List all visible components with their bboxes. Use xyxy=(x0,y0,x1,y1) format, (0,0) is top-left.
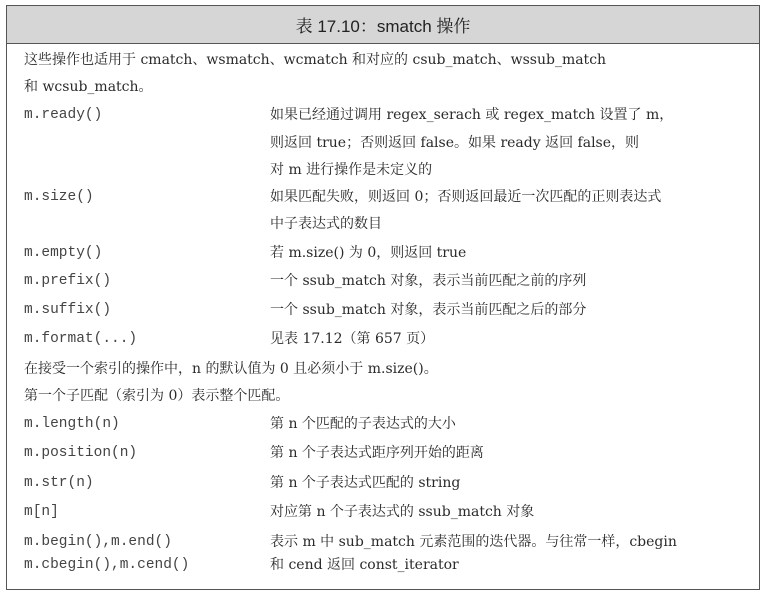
operation-description: 对 m 进行操作是未定义的 xyxy=(270,162,433,178)
operation-description: 表示 m 中 sub_match 元素范围的迭代器。与往常一样，cbegin xyxy=(270,534,677,550)
operation-name: m.length(n) xyxy=(24,416,120,432)
operation-description: 中子表达式的数目 xyxy=(270,216,382,232)
operation-description: 和 cend 返回 const_iterator xyxy=(270,557,459,573)
operation-name: m.position(n) xyxy=(24,445,138,461)
operation-description: 第 n 个子表达式距序列开始的距离 xyxy=(270,445,484,461)
operation-description: 一个 ssub_match 对象，表示当前匹配之后的部分 xyxy=(270,302,587,318)
operation-name: m.prefix() xyxy=(24,273,112,289)
operation-name: m.size() xyxy=(24,189,94,205)
operation-name: m.ready() xyxy=(24,107,103,123)
operation-description: 见表 17.12（第 657 页） xyxy=(270,331,435,347)
operation-name: m.begin(),m.end() xyxy=(24,534,172,550)
operation-description: 第 n 个子表达式匹配的 string xyxy=(270,475,461,491)
operation-name: m.suffix() xyxy=(24,302,112,318)
operation-description: 第 n 个匹配的子表达式的大小 xyxy=(270,416,456,432)
operation-description: 一个 ssub_match 对象，表示当前匹配之前的序列 xyxy=(270,273,587,289)
operation-name: m.empty() xyxy=(24,245,103,261)
table-title: 表 17.10：smatch 操作 xyxy=(7,6,759,44)
operation-name: m.cbegin(),m.cend() xyxy=(24,557,190,573)
operation-description: 如果已经通过调用 regex_serach 或 regex_match 设置了 m， xyxy=(270,107,674,123)
operation-description: 如果匹配失败，则返回 0；否则返回最近一次匹配的正则表达式 xyxy=(270,189,662,205)
operation-description: 对应第 n 个子表达式的 ssub_match 对象 xyxy=(270,504,535,520)
index-note: 在接受一个索引的操作中，n 的默认值为 0 且必须小于 m.size()。 xyxy=(24,361,438,377)
operation-description: 则返回 true；否则返回 false。如果 ready 返回 false，则 xyxy=(270,135,640,151)
operation-description: 若 m.size() 为 0，则返回 true xyxy=(270,245,467,261)
operation-name: m[n] xyxy=(24,504,59,520)
intro-text: 和 wcsub_match。 xyxy=(24,79,153,95)
intro-text: 这些操作也适用于 cmatch、wsmatch、wcmatch 和对应的 csub_match、wssub_match xyxy=(24,52,607,68)
operation-name: m.format(...) xyxy=(24,331,138,347)
operation-name: m.str(n) xyxy=(24,475,94,491)
index-note: 第一个子匹配（索引为 0）表示整个匹配。 xyxy=(24,388,290,404)
